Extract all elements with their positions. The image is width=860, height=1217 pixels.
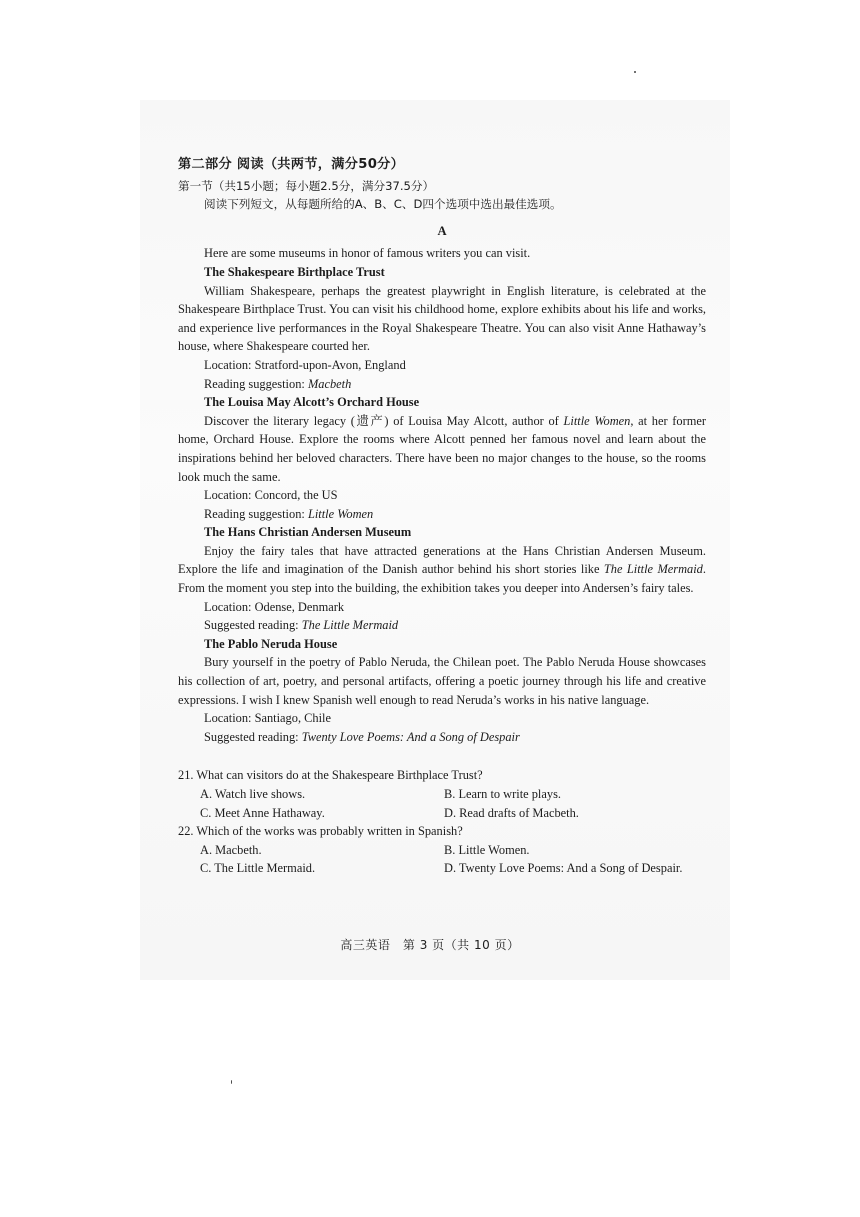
option-b: B. Learn to write plays. [444, 787, 561, 801]
museum-description [178, 412, 706, 486]
museum-section [178, 393, 706, 523]
question-stem: 22. Which of the works was probably written in Spanish? [178, 824, 463, 839]
suggestion-label: Reading suggestion: [204, 506, 308, 521]
answer-options [178, 841, 706, 878]
suggestion-label: Suggested reading: [204, 729, 302, 744]
description-book-title: The Little Mermaid [603, 562, 703, 577]
option-d: D. Twenty Love Poems: And a Song of Despair. [444, 861, 683, 876]
description-text: . From the moment you step into the building, the exhibition takes you deeper into Andersen’s fairy tales. [178, 562, 706, 596]
page-content [178, 156, 706, 878]
option-a: A. Macbeth. [200, 842, 262, 857]
museum-suggestion [178, 505, 706, 524]
option-b: B. Little Women. [444, 842, 530, 857]
page-footer: 高三英语 第 3 页（共 10 页） [340, 938, 520, 952]
option-a: A. Watch live shows. [200, 787, 306, 801]
museum-location: Location: Odense, Denmark [204, 599, 345, 614]
option-d: D. Read drafts of Macbeth. [444, 805, 579, 820]
description-book-title: Little Women [563, 413, 631, 428]
museum-suggestion [178, 728, 706, 747]
scan-speck [231, 1080, 232, 1084]
description-text: Discover the literary legacy (遗产) of Louisa May Alcott, author of [204, 413, 564, 428]
suggestion-label: Suggested reading: [204, 618, 302, 633]
section-title: 第一节（共15小题；每小题2.5分，满分37.5分） [178, 178, 435, 193]
instruction: 阅读下列短文，从每题所给的A、B、C、D四个选项中选出最佳选项。 [204, 197, 562, 212]
suggestion-title: Twenty Love Poems: And a Song of Despair [301, 729, 520, 744]
museum-heading: The Shakespeare Birthplace Trust [204, 264, 385, 279]
museum-location: Location: Stratford-upon-Avon, England [204, 357, 406, 372]
museum-heading: The Hans Christian Andersen Museum [204, 525, 412, 540]
suggestion-label: Reading suggestion: [204, 376, 308, 391]
questions [178, 766, 706, 878]
museum-suggestion [178, 375, 706, 394]
suggestion-title: Macbeth [307, 376, 352, 391]
museum-section [178, 523, 706, 635]
suggestion-title: Little Women [307, 506, 374, 521]
museum-heading: The Pablo Neruda House [204, 636, 338, 651]
museum-description: William Shakespeare, perhaps the greatest playwright in English literature, is celebrated at the Shakespeare Birthplace Trust. You can visit his childhood home, explore exhibits about his life and works, and experience live performances in the Royal Shakespeare Theatre. You can also visit Anne Hathaway’s house, where Shakespeare courted her. [178, 283, 706, 354]
description-text: Enjoy the fairy tales that have attracted generations at the Hans Christian Andersen Museum. Explore the life and imagination of the Danish author behind his short stories like [178, 543, 706, 577]
passage-intro: Here are some museums in honor of famous writers you can visit. [204, 246, 531, 261]
museum-section [178, 635, 706, 747]
museum-heading: The Louisa May Alcott’s Orchard House [204, 395, 420, 410]
museum-location: Location: Concord, the US [204, 488, 338, 503]
museum-description: Bury yourself in the poetry of Pablo Neruda, the Chilean poet. The Pablo Neruda House showcases his collection of art, poetry, and personal artifacts, offering a poetic journey through his life and creative expressions. I wish I knew Spanish well enough to read Neruda’s works in his native language. [178, 655, 706, 707]
option-c: C. Meet Anne Hathaway. [200, 805, 325, 820]
description-text: , at her former home, Orchard House. Explore the rooms where Alcott penned her famous novel and learn about the inspirations behind her beloved characters. There have been no major changes to the house, so the rooms look much the same. [178, 413, 706, 484]
museum-location: Location: Santiago, Chile [204, 711, 331, 726]
part-title: 第二部分 阅读（共两节，满分50分） [178, 157, 405, 172]
scan-speck [634, 71, 636, 73]
option-c: C. The Little Mermaid. [200, 861, 316, 876]
answer-options [178, 785, 706, 822]
passage-letter: A [437, 223, 447, 238]
suggestion-title: The Little Mermaid [301, 618, 399, 633]
museum-description [178, 542, 706, 598]
museum-suggestion [178, 616, 706, 635]
question [178, 822, 706, 878]
museum-section [178, 263, 706, 393]
question [178, 766, 706, 822]
question-stem: 21. What can visitors do at the Shakespeare Birthplace Trust? [178, 768, 483, 783]
